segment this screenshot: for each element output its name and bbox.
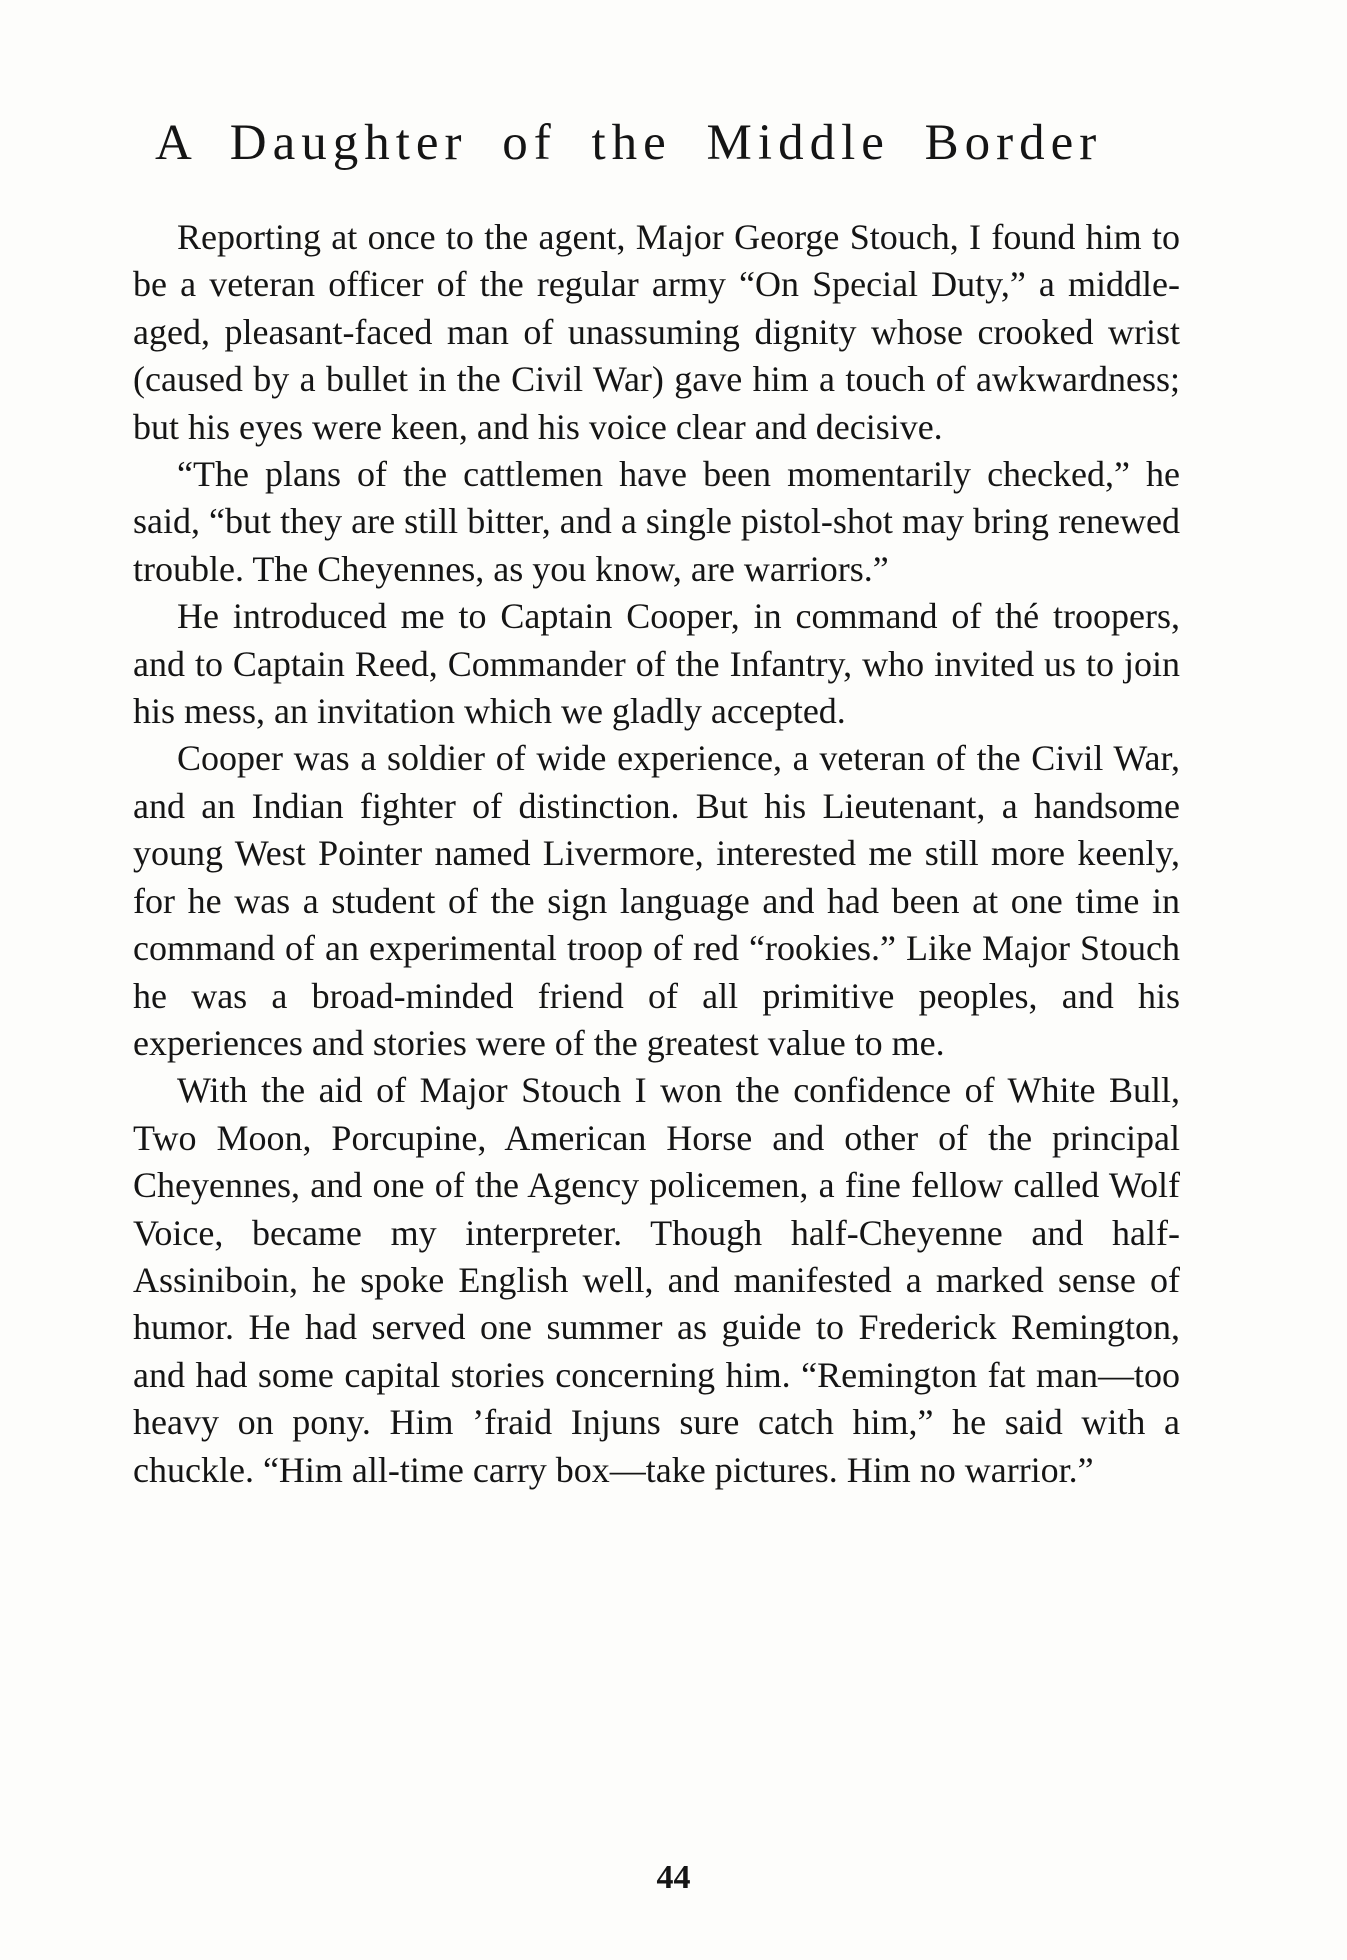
body-text — [133, 214, 1180, 1494]
paragraph-3: He introduced me to Captain Cooper, in command of thé troopers, and to Captain Reed, Commander of the Infantry, who invited us to join his mess, an invitation which we gladly accepted. — [133, 596, 1180, 732]
paragraph-5: With the aid of Major Stouch I won the confidence of White Bull, Two Moon, Porcupine, American Horse and other of the principal Cheyennes, and one of the Agency policemen, a fine fellow called Wolf Voice, became my interpreter. Though half-Cheyenne and half-Assiniboin, he spoke English well, and manifested a marked sense of humor. He had served one summer as guide to Frederick Remington, and had some capital stories concerning him. “Remington fat man—too heavy on pony. Him ’fraid Injuns sure catch him,” he said with a chuckle. “Him all-time carry box—take pictures. Him no warrior.” — [133, 1070, 1180, 1490]
paragraph-1: Reporting at once to the agent, Major George Stouch, I found him to be a veteran officer of the regular army “On Special Duty,” a middle-aged, pleasant-faced man of unassuming dignity whose crooked wrist (caused by a bullet in the Civil War) gave him a touch of awkwardness; but his eyes were keen, and his voice clear and decisive. — [133, 217, 1180, 447]
page-number: 44 — [656, 1859, 691, 1896]
paragraph-4: Cooper was a soldier of wide experience, a veteran of the Civil War, and an Indian fighter of distinction. But his Lieutenant, a handsome young West Pointer named Livermore, interested me still more keenly, for he was a student of the sign language and had been at one time in command of an experimental troop of red “rookies.” Like Major Stouch he was a broad-minded friend of all primitive peoples, and his experiences and stories were of the greatest value to me. — [133, 738, 1180, 1063]
paragraph-2: “The plans of the cattlemen have been momentarily checked,” he said, “but they are still bitter, and a single pistol-shot may bring renewed trouble. The Cheyennes, as you know, are warriors.” — [133, 454, 1180, 589]
running-head-title: A Daughter of the Middle Border — [155, 115, 1103, 171]
